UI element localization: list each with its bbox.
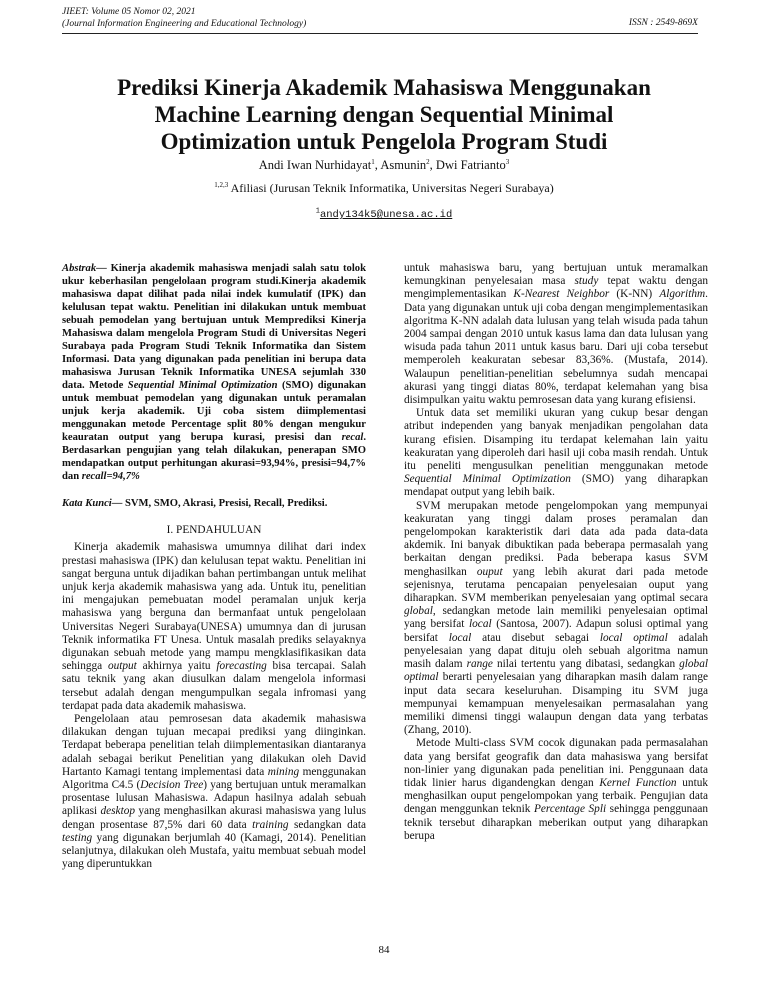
author-2-sup: 2: [426, 157, 430, 166]
author-sep: ,: [374, 158, 381, 172]
em: Algorithm: [659, 288, 706, 301]
title-line-1: Prediksi Kinerja Akademik Mahasiswa Menggunakan: [117, 75, 651, 100]
title-line-2: Machine Learning dengan Sequential Minimal: [154, 102, 614, 127]
paragraph: [404, 407, 708, 499]
issn: ISSN : 2549-869X: [628, 18, 698, 28]
text: berarti penyelesaian yang diharapkan masih dalam range input data secara keseluruhan. Disamping itu SVM juga mempunyai kemampuan menyelesaikan permasalahan yang memiliki dimensi tinggi walaupun dengan data yang terbatas (Zhang, 2010).: [404, 671, 708, 737]
author-sep: ,: [429, 158, 436, 172]
text: untuk mahasiswa baru, yang bertujuan untuk meramalkan kemungkinan penyelesaian masa: [404, 262, 708, 288]
paragraph: [62, 541, 366, 713]
text: SVM merupakan metode pengelompokan yang mempunyai keakuratan yang tinggi dalam proses peramalan dan pengelompokan karakteristik dari data ada pada data-data akdemik. Ini banyak dibuktikan pada beberapa permasalah yang berkaitan dengan prediksi. Pada beberapa kasus SVM menghasilkan: [404, 499, 708, 578]
em: Kernel Function: [599, 776, 677, 789]
section-number: I.: [166, 524, 177, 537]
page-number: 84: [378, 944, 390, 956]
text: bisa tercapai. Salah satu teknik yang akan diusulkan dalam mengelola informasi tersebut adalah dengan mengumpulkan segala infromasi yang terdapat pada data akademik mahasiswa.: [62, 660, 366, 712]
em: ouput: [476, 565, 503, 578]
keywords: [62, 497, 366, 510]
text: . Data yang digunakan untuk uji coba dengan mengimplementasikan algoritma K-NN adalah data lulusan yang telah wisuda pada tahun 2004 sampai dengan 2010 untuk kasus lama dan data lulusan yang wisuda pada tahun 2011 untuk kasus baru. Dari uji coba tersebut memperoleh keakuratan sebesar 83,36%. (Mustafa, 2014). Walaupun penelitian-penelitian sebelumnya sudah mencapai akurasi yang tinggi diatas 80%, terdapat kelemahan yang bisa disimpulkan yaitu waktu pemrosesan data yang kurang efisiensi.: [404, 288, 708, 407]
text: untuk menghasilkan ouput pengelompokan yang terbaik. Pengujian data dengan menggunkan teknik: [404, 776, 709, 816]
em: forecasting: [216, 660, 267, 673]
text: (K-NN): [609, 288, 660, 301]
abstract-label: Abstrak: [62, 263, 97, 274]
em: desktop: [100, 805, 136, 818]
title-line-3: Optimization untuk Pengelola Program Studi: [160, 129, 608, 154]
text: nilai tertentu yang dibatasi, sedangkan: [492, 658, 680, 671]
text: sedangkan data: [288, 818, 366, 831]
em: global: [404, 605, 433, 618]
email-sup: 1: [315, 207, 320, 216]
em: training: [252, 818, 289, 831]
abstract-em: recall=94,7%: [81, 471, 140, 482]
text: (Santosa, 2007). Adapun solusi optimal yang bersifat: [404, 618, 709, 644]
keywords-text: — SVM, SMO, Akrasi, Presisi, Recall, Prediksi.: [111, 498, 328, 509]
abstract-dash: —: [96, 263, 111, 274]
abstract-text: Kinerja akademik mahasiswa menjadi salah satu tolok ukur keberhasilan pengelolaan program studi.Kinerja akademik mahasiswa dapat dilihat pada nilai indek kumulatif (IPK) dan kelulusan tepat waktu. Penelitian ini dilakukan untuk membuat sebuah pemodelan yang bertujuan untuk Memprediksi Kinerja Mahasiswa dalam mengelola Program Studi di Universitas Negeri Surabaya pada Program Studi Teknik Informatika dan Sistem Informasi. Data yang digunakan pada penelitian ini berupa data mahasiswa Jurusan Teknik Informatika UNESA sejumlah 330 data. Metode: [62, 263, 366, 391]
em: local optimal: [599, 631, 668, 644]
em: Sequential Minimal Optimization: [404, 473, 571, 486]
em: study: [574, 275, 599, 288]
affiliation: [0, 181, 768, 196]
paragraph: [404, 500, 708, 738]
text: sehingga penggunaan teknik tersebut diharapkan meberikan output yang diharapkan berupa: [404, 803, 708, 842]
text: atau disebut sebagai: [471, 631, 600, 644]
author-2: Asmunin: [380, 158, 427, 172]
em: range: [466, 658, 493, 671]
affiliation-text: Afiliasi (Jurusan Teknik Informatika, Universitas Negeri Surabaya): [228, 181, 554, 195]
journal-subtitle: (Journal Information Engineering and Educational Technology): [62, 19, 307, 29]
paper-title: [62, 74, 706, 155]
abstract-em: recal: [341, 432, 364, 443]
em: global optimal: [404, 658, 708, 684]
text: Metode Multi-class SVM cocok digunakan pada permasalahan data yang bersifat geografik dan data mahasiswa yang bersifat non-linier yang digunakan pada penelitian ini. Penggunaan data tidak linier harus digandengkan dengan: [404, 737, 708, 789]
author-3: Dwi Fatrianto: [435, 158, 506, 172]
email-link[interactable]: andy134k5@unesa.ac.id: [319, 209, 453, 221]
em: local: [448, 631, 472, 644]
em: output: [107, 660, 137, 673]
text: tepat waktu dengan mengimplementasikan: [404, 275, 708, 301]
em: testing: [62, 831, 93, 844]
text: menggunakan Algoritma C4.5 (: [62, 765, 366, 792]
text: akhirnya yaitu: [136, 660, 217, 673]
journal-name: JIEET: Volume 05 Nomor 02, 2021: [62, 7, 196, 17]
author-3-sup: 3: [505, 157, 510, 166]
abstract-text: . Berdasarkan pengujian yang telah dilakukan, penerapan SMO mendapatkan output perhitungan akurasi=93,94%, presisi=94,7% dan: [62, 432, 366, 482]
author-1: Andi Iwan Nurhidayat: [258, 158, 372, 172]
em: Decision Tree: [140, 779, 204, 792]
author-1-sup: 1: [371, 157, 375, 166]
text: Pengelolaan atau pemrosesan data akademik mahasiswa dilakukan dengan tujuan mecapai prediksi yang diinginkan. Terdapat beberapa penelitian telah diimplementasikan diantaranya adalah sebagai berikut Penelitian yang dilakukan oleh David Hartanto Kamagi tentang implementasi data: [62, 713, 366, 778]
em: local: [469, 618, 492, 631]
text: yang menghasilkan akurasi mahasiswa yang lulus dengan prosentase 87,5% dari 60 data: [62, 805, 366, 831]
paragraph: [404, 262, 708, 407]
text: Kinerja akademik mahasiswa umumnya dilihat dari index prestasi mahasiswa (IPK) dan kelulusan tepat waktu. Penelitian ini sangat berguna untuk dijadikan bahan pertimbangan untuk melihat unjuk kerja akademik mahasiswa yang ada. Untuk itu, penelitian ini mengajukan pemebuatan model peramalan unjuk kerja mahasiswa yang berguna dan bermanfaat untuk pengelolaan Universitas Negeri Surabaya(UNESA) umumnya dan di jurusan Teknik informatika FT Unesa. Untuk masalah prediks selayaknya digunakan sebuah metode yang mampu mengklasifikasikan data sehingga: [62, 541, 366, 673]
authors: [0, 158, 768, 173]
text: (SMO) yang diharapkan mendapat output yang lebih baik.: [404, 473, 708, 499]
em: mining: [267, 765, 300, 778]
abstract-em: Sequential Minimal Optimization: [127, 380, 278, 391]
em: Percentage Spli: [533, 803, 607, 816]
em: K-Nearest Neighbor: [513, 288, 610, 301]
abstract: [62, 262, 366, 483]
affiliation-sup: 1,2,3: [214, 181, 229, 189]
abstract-text: (SMO) digunakan untuk membuat pemodelan yang digunakan untuk peramalan unjuk kerja akademik. Uji coba sistem diimplementasi menggunakan metode Percentage split 80% dengan mengukur keauratan output yang berupa kurasi, presisi dan: [62, 380, 367, 443]
text: , sedangkan metode lain memiliki penyelesaian optimal yang bersifat: [404, 605, 708, 631]
section-title: ENDAHULUAN: [182, 524, 262, 537]
text: yang digunakan berjumlah 40 (Kamagi, 2014). Penelitian selanjutnya, dilakukan oleh Mustafa, yaitu membuat sebuah model yang diperuntukkan: [62, 831, 366, 871]
paragraph: [62, 713, 366, 871]
keywords-label: Kata Kunci: [62, 498, 112, 509]
text: adalah penyelesaian yang dapat dituju oleh sebuah algoritma namun masih dalam: [404, 631, 709, 671]
paragraph: [404, 737, 708, 843]
left-column: [62, 262, 366, 871]
section-heading: [62, 524, 366, 537]
section-cap: P: [176, 524, 183, 537]
text: ) yang bertujuan untuk meramalkan prosentase lulusan Mahasiswa. Adapun hasilnya adalah sebuah aplikasi: [62, 779, 366, 818]
right-column: [404, 262, 708, 843]
text: Untuk data set memiliki ukuran yang cukup besar dengan atribut independen yang banyak menjadikan pengolahan data kurang efisien. Disamping itu terdapat kelemahan lain yaitu keakuratan yang diperoleh dari hasil uji coba masih rendah. Untuk itu peneliti mengusulkan penelitian menggunakan metode: [404, 407, 708, 473]
journal-header: [62, 6, 306, 30]
text: yang lebih akurat dari pada metode sejenisnya, terutama pencapaian penyelesaian ouput yang diharapkan. SVM memberikan penyelesaian yang optimal secara: [404, 565, 709, 605]
header-rule: [62, 33, 698, 34]
email: [0, 209, 768, 221]
